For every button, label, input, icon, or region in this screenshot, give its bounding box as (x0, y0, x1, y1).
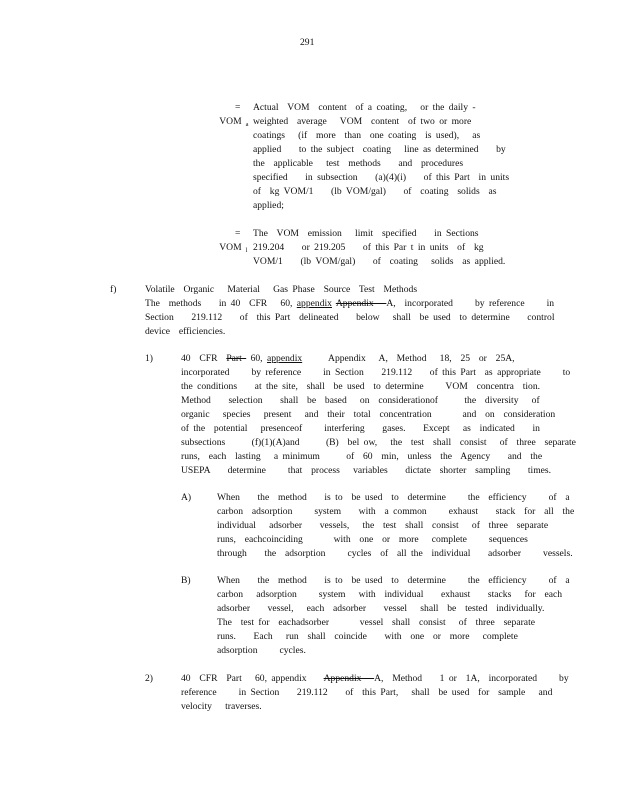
text-line: device efficiencies. (145, 326, 226, 337)
definition-symbol: VOM $_l$ (219, 242, 248, 254)
text-line: the applicable test methods and procedures (253, 158, 464, 169)
text-line: adsorber vessel, each adsorber vessel shall be tested individually. (217, 603, 545, 614)
item-2-label: 2) (145, 673, 153, 684)
text-line: 219.204 or 219.205 of this Par t in units of kg (253, 242, 484, 253)
text-line: of kg VOM/1 (lb VOM/gal) of coating solids as (253, 186, 497, 197)
text-line: Section 219.112 of this Part delineated below shall be used to determine control (145, 312, 555, 323)
text-line: runs, eachcoinciding with one or more complete sequences (217, 534, 528, 545)
subitem-a-label: A) (181, 492, 192, 503)
text-line: of the potential presenceof interfering gases. Except as indicated in (181, 423, 540, 434)
text-line: The VOM emission limit specified in Sections (253, 228, 479, 239)
text-line: weighted average VOM content of two or more (253, 116, 472, 127)
item-1-label: 1) (145, 353, 153, 364)
text-line: reference in Section 219.112 of this Part, shall be used for sample and (181, 687, 553, 698)
text-line: Method selection shall be based on considerationof the diversity of (181, 395, 540, 406)
text-line: velocity traverses. (181, 701, 262, 712)
text-line: carbon adsorption system with individual exhaust stacks for each (217, 589, 563, 600)
text-line: When the method is to be used to determine the efficiency of a (217, 575, 570, 586)
text-line: runs. Each run shall coincide with one or more complete (217, 631, 518, 642)
text-line: 40 CFR Part 60, appendix Appendix A, Method 1 or 1A, incorporated by (181, 673, 569, 684)
text-line: applied; (253, 200, 284, 211)
definition-symbol: VOM $_a$ (219, 116, 249, 128)
text-line: The test for eachadsorber vessel shall consist of three separate (217, 617, 535, 628)
text-line: incorporated by reference in Section 219.112 of this Part as appropriate to (181, 367, 571, 378)
text-line: coatings (if more than one coating is used), as (253, 130, 481, 141)
text-line: the conditions at the site, shall be used to determine VOM concentra tion. (181, 381, 541, 392)
text-line: through the adsorption cycles of all the individual adsorber vessels. (217, 548, 573, 559)
text-line: individual adsorber vessels, the test shall consist of three separate (217, 520, 549, 531)
text-line: runs, each lasting a minimum of 60 min, unless the Agency and the (181, 451, 543, 462)
equals-sign: = (235, 228, 241, 239)
section-f-label: f) (110, 284, 117, 295)
section-f-heading: Volatile Organic Material Gas Phase Source Test Methods (145, 284, 418, 295)
subitem-b-label: B) (181, 575, 191, 586)
equals-sign: = (235, 102, 241, 113)
text-line: organic species present and their total concentration and on consideration (181, 409, 556, 420)
page-number: 291 (300, 37, 315, 48)
text-line: carbon adsorption system with a common exhaust stack for all the (217, 506, 575, 517)
text-line: subsections (f)(1)(A)and (B) bel ow, the test shall consist of three separate (181, 437, 576, 448)
text-line: VOM/1 (lb VOM/gal) of coating solids as applied. (253, 256, 506, 267)
text-line: adsorption cycles. (217, 645, 306, 656)
text-line: USEPA determine that process variables dictate shorter sampling times. (181, 465, 552, 476)
text-line: The methods in 40 CFR 60, appendix Appendix A, incorporated by reference in (145, 298, 555, 309)
text-line: applied to the subject coating line as determined by (253, 144, 506, 155)
text-line: When the method is to be used to determine the efficiency of a (217, 492, 570, 503)
text-line: Actual VOM content of a coating, or the daily - (253, 102, 476, 113)
text-line: 40 CFR Part 60, appendix Appendix A, Method 18, 25 or 25A, (181, 353, 515, 364)
text-line: specified in subsection (a)(4)(i) of this Part in units (253, 172, 510, 183)
